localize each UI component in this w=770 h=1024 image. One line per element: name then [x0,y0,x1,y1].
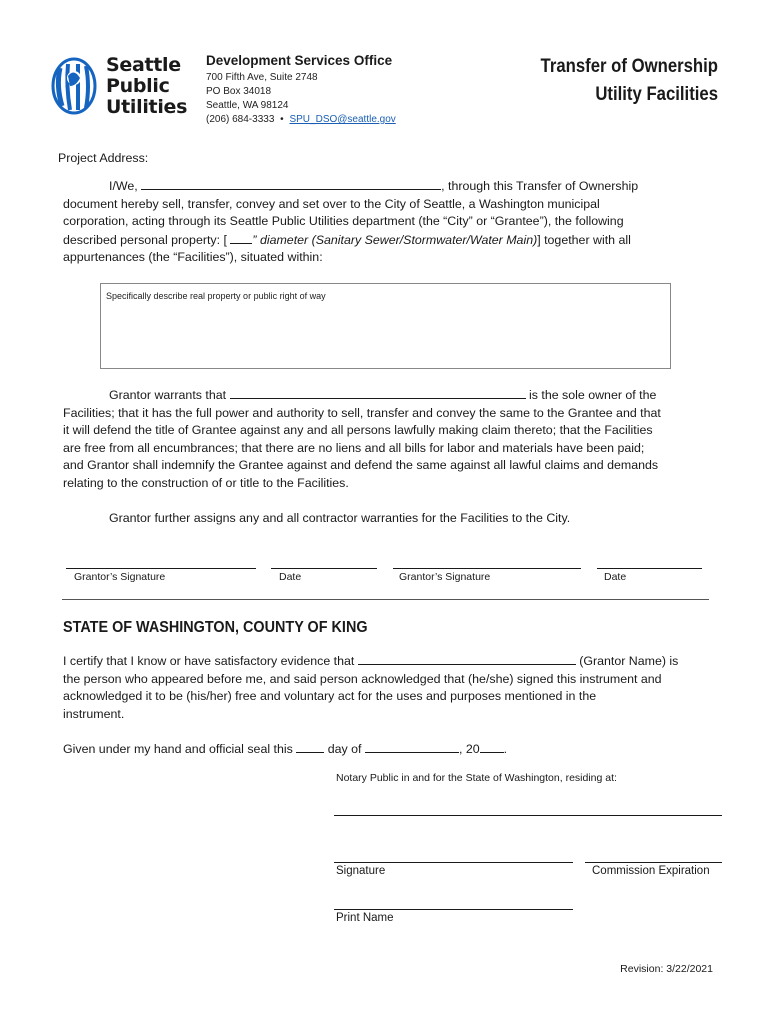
phone-number: (206) 684-3333 [206,114,275,125]
grantor-name-certify-blank[interactable] [358,652,576,665]
address-line-3: Seattle, WA 98124 [206,100,289,111]
date-line-2[interactable] [597,568,702,569]
paragraph-transfer [63,177,723,267]
seal-month-blank[interactable] [365,740,459,753]
email-link[interactable]: SPU_DSO@seattle.gov [289,114,396,125]
p2-line-5: and Grantor shall indemnify the Grantee against and defend the same against all lawful claims and demands [63,458,659,472]
title-line-2: Utility Facilities [595,84,718,105]
logo-line-seattle: Seattle [106,54,181,76]
property-description-box[interactable] [100,283,671,369]
title-line-1: Transfer of Ownership [540,56,718,77]
project-address-label: Project Address: [58,151,149,165]
paragraph-certification [63,652,723,723]
p2-line-3: it will defend the title of Grantee against any and all persons lawfully making claim thereto; that the Facilities [63,423,653,437]
document-title [489,53,718,109]
seal-year-blank[interactable] [480,740,504,753]
grantor-signature-line-1[interactable] [66,568,256,569]
grantor-signature-line-2[interactable] [393,568,581,569]
seal-day-blank[interactable] [296,740,324,753]
separator-dot: • [280,114,284,125]
notary-public-label: Notary Public in and for the State of Washington, residing at: [336,772,617,784]
notary-residence-line[interactable] [334,815,722,816]
date-label-2: Date [604,571,627,583]
p1-line-5: appurtenances (the “Facilities”), situated within: [63,250,323,264]
paragraph-contractor-warranties: Grantor further assigns any and all contractor warranties for the Facilities to the City. [109,511,571,525]
property-box-label: Specifically describe real property or public right of way [106,291,326,301]
cert-line-4: instrument. [63,706,125,721]
diameter-blank[interactable] [230,231,252,244]
contact-line [206,113,396,127]
logo [50,52,190,122]
office-title: Development Services Office [206,53,393,68]
notary-heading: STATE OF WASHINGTON, COUNTY OF KING [63,619,368,636]
cert-line-3: acknowledged it to be (his/her) free and voluntary act for the uses and purposes mentioned in the [63,689,597,703]
notary-signature-line[interactable] [334,862,573,863]
cert-line-1: I certify that I know or have satisfactory evidence that (Grantor Name) is [63,654,679,668]
section-divider [62,599,709,600]
cert-line-2: the person who appeared before me, and said person acknowledged that (he/she) signed this instrument and [63,671,662,686]
grantor-name-blank[interactable] [141,177,441,190]
grantor-signature-label-2: Grantor’s Signature [399,571,491,583]
p2-line-1: Grantor warrants that is the sole owner of the [109,388,657,402]
p1-line-3: corporation, acting through its Seattle Public Utilities department (the “City” or “Grantee”), the following [63,214,624,228]
logo-line-public: Public [106,75,170,97]
p1-line-4: described personal property: [ ” diameter (Sanitary Sewer/Stormwater/Water Main)] together with all [63,232,631,247]
commission-expiration-label: Commission Expiration [592,865,710,877]
given-under-seal-line: Given under my hand and official seal this day of , 20 . [63,742,508,756]
commission-expiration-line[interactable] [585,862,722,863]
print-name-label: Print Name [336,912,394,924]
p2-line-6: relating to the construction of or title to the Facilities. [63,475,349,490]
print-name-line[interactable] [334,909,573,910]
p2-line-4: are free from all encumbrances; that there are no liens and all bills for labor and materials have been paid; [63,440,645,455]
logo-line-utilities: Utilities [106,96,188,118]
date-label-1: Date [279,571,302,583]
notary-signature-label: Signature [336,865,386,877]
address-line-1: 700 Fifth Ave, Suite 2748 [206,72,318,83]
p2-line-2: Facilities; that it has the full power and authority to sell, transfer and convey the same to the Grantee and that [63,405,661,420]
grantor-warrants-blank[interactable] [230,386,526,399]
address-line-2: PO Box 34018 [206,86,272,97]
date-line-1[interactable] [271,568,377,569]
seattle-public-utilities-logo-icon [50,56,100,118]
p1-line-2: document hereby sell, transfer, convey and set over to the City of Seattle, a Washington municipal [63,196,600,211]
p1-line-1: I/We, , through this Transfer of Ownership [109,179,639,193]
grantor-signature-label-1: Grantor’s Signature [74,571,166,583]
paragraph-warranty [63,386,723,492]
office-address [206,71,396,127]
revision-date: Revision: 3/22/2021 [620,963,713,975]
